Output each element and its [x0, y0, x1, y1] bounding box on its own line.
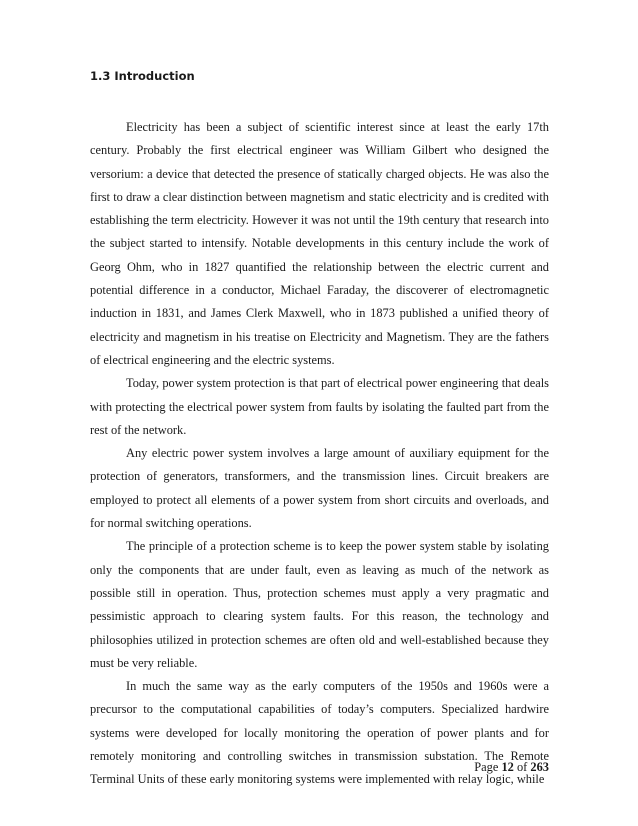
paragraph-4: The principle of a protection scheme is to keep the power system stable by isolating only the components that are under fault, even as leaving as much of the network as possible still in operation. Thus, protection schemes must apply a very pragmatic and pessimistic approach to clearing system faults. For this reason, the technology and philosophies utilized in protection schemes are often old and well-established because they must be very reliable. — [90, 539, 549, 670]
page-number: 12 — [501, 760, 514, 774]
section-heading: 1.3 Introduction — [90, 69, 195, 83]
paragraph-5: In much the same way as the early computers of the 1950s and 1960s were a precursor to the computational capabilities of today’s computers. Specialized hardwire systems were developed for locally monitoring the operation of power plants and for remotely monitoring and controlling switches in transmission substation. The Remote Terminal Units of these early monitoring systems were implemented with relay logic, while — [90, 679, 549, 787]
paragraph-2: Today, power system protection is that part of electrical power engineering that deals with protecting the electrical power system from faults by isolating the faulted part from the rest of the network. — [90, 376, 549, 437]
paragraph-1: Electricity has been a subject of scientific interest since at least the early 17th century. Probably the first electrical engineer was William Gilbert who designed the versorium: a device that detected the presence of statically charged objects. He was also the first to draw a clear distinction between magnetism and static electricity and is credited with establishing the term electricity. However it was not until the 19th century that research into the subject started to intensify. Notable developments in this century include the work of Georg Ohm, who in 1827 quantified the relationship between the electric current and potential difference in a conductor, Michael Faraday, the discoverer of electromagnetic induction in 1831, and James Clerk Maxwell, who in 1873 published a unified theory of electricity and magnetism in his treatise on Electricity and Magnetism. They are the fathers of electrical engineering and the electric systems. — [90, 120, 549, 367]
total-pages: 263 — [530, 760, 549, 774]
paragraph-3: Any electric power system involves a large amount of auxiliary equipment for the protection of generators, transformers, and the transmission lines. Circuit breakers are employed to protect all elements of a power system from short circuits and overloads, and for normal switching operations. — [90, 446, 549, 531]
of-label: of — [516, 760, 528, 774]
body-text — [90, 116, 549, 792]
page-label: Page — [474, 760, 499, 774]
page-footer — [474, 760, 549, 775]
